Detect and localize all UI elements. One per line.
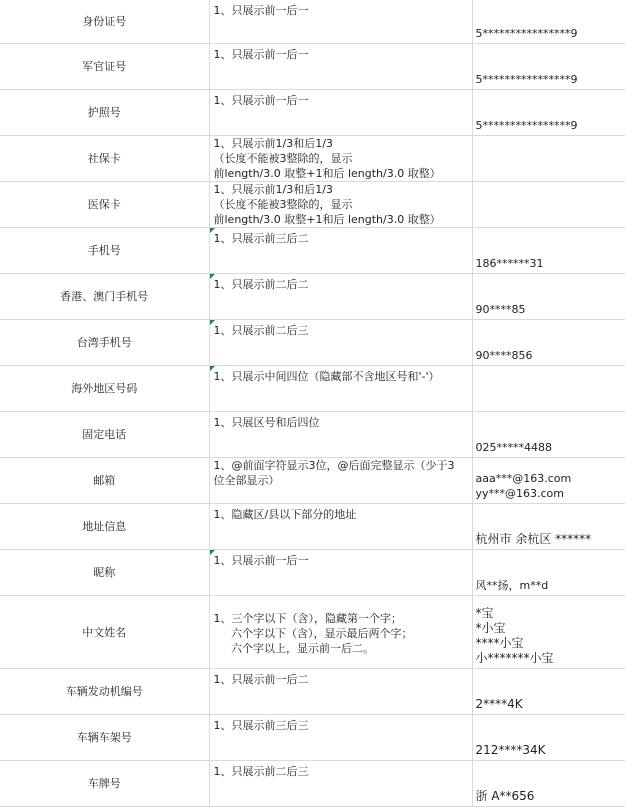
example-cell[interactable]: 杭州市 余杭区 ****** xyxy=(472,504,625,550)
example-cell[interactable] xyxy=(472,182,625,228)
field-name-cell[interactable]: 车辆发动机编号 xyxy=(0,669,209,715)
masking-rule-text: 1、只展示前一后一 xyxy=(213,94,309,107)
example-cell[interactable]: *宝 *小宝 ****小宝 小*******小宝 xyxy=(472,596,625,669)
masking-rule-cell[interactable] xyxy=(209,274,472,320)
field-name-cell[interactable]: 社保卡 xyxy=(0,136,209,182)
table-row xyxy=(0,90,625,136)
field-name-cell[interactable]: 车辆车架号 xyxy=(0,715,209,761)
masking-rule-cell[interactable] xyxy=(209,136,472,182)
comment-indicator-icon xyxy=(210,228,215,233)
masking-rule-text: 1、只展示前一后二 xyxy=(213,673,309,686)
comment-indicator-icon xyxy=(210,274,215,279)
masking-rule-text: 1、只展示前1/3和后1/3 （长度不能被3整除的，显示 前length/3.0 取整+1和后 length/3.0 取整） xyxy=(213,183,441,226)
example-cell[interactable]: aaa***@163.com yy***@163.com xyxy=(472,458,625,504)
masking-rule-cell[interactable] xyxy=(209,504,472,550)
masking-rule-cell[interactable] xyxy=(209,715,472,761)
masking-rule-cell[interactable] xyxy=(209,320,472,366)
field-name-cell[interactable]: 固定电话 xyxy=(0,412,209,458)
example-cell[interactable]: 浙 A**656 xyxy=(472,761,625,807)
masking-rule-text: 1、只展示前1/3和后1/3 （长度不能被3整除的，显示 前length/3.0 取整+1和后 length/3.0 取整） xyxy=(213,137,441,180)
field-name-cell[interactable]: 医保卡 xyxy=(0,182,209,228)
field-name-cell[interactable]: 香港、澳门手机号 xyxy=(0,274,209,320)
masking-rule-cell[interactable] xyxy=(209,412,472,458)
table-row xyxy=(0,596,625,669)
example-cell[interactable]: 90****85 xyxy=(472,274,625,320)
table-row xyxy=(0,136,625,182)
masking-rule-text: 1、只展示前三后二 xyxy=(213,232,309,245)
masking-rule-cell[interactable] xyxy=(209,550,472,596)
field-name-cell[interactable]: 身份证号 xyxy=(0,0,209,44)
masking-rule-text: 1、只展示中间四位（隐藏部不含地区号和'-'） xyxy=(213,370,440,383)
table-row xyxy=(0,0,625,44)
masking-rule-text: 1、@前面字符显示3位，@后面完整显示（少于3 位全部显示） xyxy=(213,459,455,487)
comment-indicator-icon xyxy=(210,320,215,325)
table-row xyxy=(0,458,625,504)
comment-indicator-icon xyxy=(210,550,215,555)
masking-rule-cell[interactable] xyxy=(209,761,472,807)
masking-rule-cell[interactable] xyxy=(209,228,472,274)
masking-rule-text: 1、只展示前一后一 xyxy=(213,554,309,567)
masking-rule-cell[interactable] xyxy=(209,366,472,412)
table-row xyxy=(0,550,625,596)
table-row xyxy=(0,669,625,715)
field-name-cell[interactable]: 昵称 xyxy=(0,550,209,596)
masking-rule-cell[interactable] xyxy=(209,182,472,228)
masking-rule-cell[interactable] xyxy=(209,669,472,715)
field-name-cell[interactable]: 军官证号 xyxy=(0,44,209,90)
example-cell[interactable]: 212****34K xyxy=(472,715,625,761)
field-name-cell[interactable]: 手机号 xyxy=(0,228,209,274)
table-row xyxy=(0,504,625,550)
table-row xyxy=(0,182,625,228)
masking-rule-cell[interactable] xyxy=(209,596,472,669)
example-cell[interactable]: 186******31 xyxy=(472,228,625,274)
table-row xyxy=(0,412,625,458)
masking-rule-text: 1、三个字以下（含），隐藏第一个字； 六个字以下（含），显示最后两个字； 六个字以上，显示前一后二。 xyxy=(213,612,413,655)
example-cell[interactable]: 2****4K xyxy=(472,669,625,715)
field-name-cell[interactable]: 地址信息 xyxy=(0,504,209,550)
field-name-cell[interactable]: 护照号 xyxy=(0,90,209,136)
example-cell[interactable]: 90****856 xyxy=(472,320,625,366)
masking-rule-text: 1、只展示前一后一 xyxy=(213,48,309,61)
table-row xyxy=(0,715,625,761)
example-cell[interactable]: 5****************9 xyxy=(472,0,625,44)
field-name-cell[interactable]: 中文姓名 xyxy=(0,596,209,669)
comment-indicator-icon xyxy=(210,366,215,371)
masking-rule-text: 1、只展示前二后三 xyxy=(213,324,309,337)
masking-rule-cell[interactable] xyxy=(209,44,472,90)
field-name-cell[interactable]: 邮箱 xyxy=(0,458,209,504)
example-cell[interactable]: 5****************9 xyxy=(472,44,625,90)
field-name-cell[interactable]: 车牌号 xyxy=(0,761,209,807)
table-row xyxy=(0,228,625,274)
example-cell[interactable] xyxy=(472,136,625,182)
masking-rule-text: 1、只展示前二后三 xyxy=(213,765,309,778)
example-cell[interactable]: 风**扬，m**d xyxy=(472,550,625,596)
masking-rule-cell[interactable] xyxy=(209,458,472,504)
table-row xyxy=(0,761,625,807)
table-row xyxy=(0,274,625,320)
table-row xyxy=(0,44,625,90)
example-cell[interactable]: 5****************9 xyxy=(472,90,625,136)
table-row xyxy=(0,366,625,412)
masking-rule-text: 1、只展示前三后三 xyxy=(213,719,309,732)
example-cell[interactable] xyxy=(472,366,625,412)
masking-rule-cell[interactable] xyxy=(209,90,472,136)
masking-rule-cell[interactable] xyxy=(209,0,472,44)
field-name-cell[interactable]: 海外地区号码 xyxy=(0,366,209,412)
masking-rule-text: 1、只展区号和后四位 xyxy=(213,416,320,429)
example-cell[interactable]: 025*****4488 xyxy=(472,412,625,458)
masking-rule-text: 1、只展示前二后二 xyxy=(213,278,309,291)
field-name-cell[interactable]: 台湾手机号 xyxy=(0,320,209,366)
masking-rule-text: 1、只展示前一后一 xyxy=(213,4,309,17)
masking-rule-text: 1、隐藏区/县以下部分的地址 xyxy=(213,508,357,521)
table-row xyxy=(0,320,625,366)
